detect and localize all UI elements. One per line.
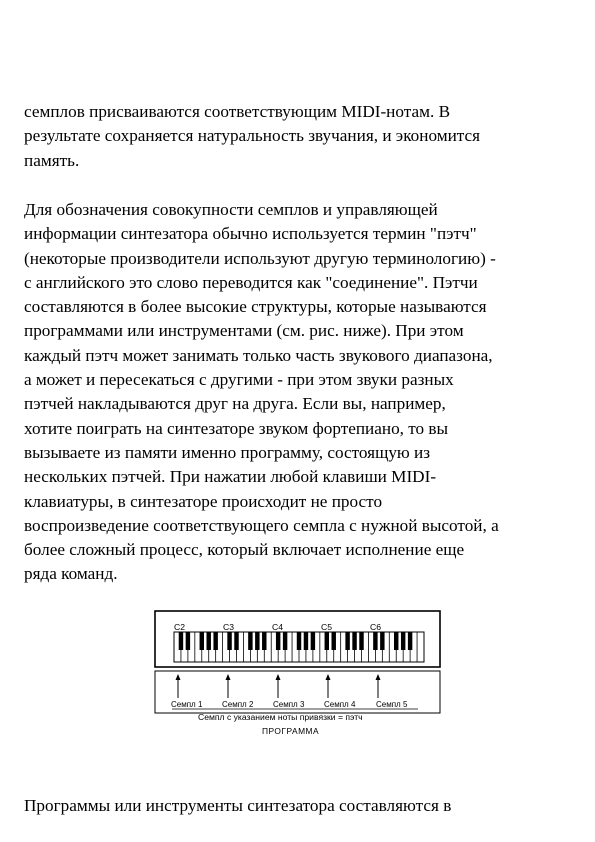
keyboard-figure	[150, 602, 445, 742]
text-line: с английского это слово переводится как "соединение". Пэтчи	[24, 272, 478, 292]
black-key	[234, 632, 238, 650]
paragraph-1	[24, 100, 574, 173]
black-key	[186, 632, 190, 650]
black-key	[248, 632, 252, 650]
black-key	[380, 632, 384, 650]
arrow-head	[226, 674, 231, 680]
black-key	[345, 632, 349, 650]
arrow-head	[276, 674, 281, 680]
text-line: память.	[24, 150, 80, 170]
text-line: информации синтезатора обычно используется термин "пэтч"	[24, 224, 477, 244]
sample-label-3: Семпл 3	[273, 700, 305, 709]
note-label-c6: C6	[370, 622, 381, 632]
paragraph-3	[24, 794, 574, 818]
text-line: Для обозначения совокупности семплов и управляющей	[24, 200, 438, 219]
note-label-c3: C3	[223, 622, 234, 632]
text-line: ряда команд.	[24, 564, 118, 584]
black-key	[394, 632, 398, 650]
text-line: нескольких пэтчей. При нажатии любой клавиши MIDI-	[24, 467, 437, 487]
black-key	[200, 632, 204, 650]
black-key	[332, 632, 336, 650]
arrow-head	[176, 674, 181, 680]
text-line: клавиатуры, в синтезаторе происходит не просто	[24, 491, 383, 511]
text-line: программами или инструментами (см. рис. ниже). При этом	[24, 321, 464, 341]
black-key	[276, 632, 280, 650]
note-label-c2: C2	[174, 622, 185, 632]
text-line: а может и пересекаться с другими - при этом звуки разных	[24, 370, 454, 390]
program-label: ПРОГРАММА	[262, 726, 320, 736]
text-line: воспроизведение соответствующего семпла с нужной высотой, а	[24, 515, 499, 535]
black-key	[408, 632, 412, 650]
sample-label-5: Семпл 5	[376, 700, 408, 709]
text-line: хотите поиграть на синтезаторе звуком фортепиано, то вы	[24, 418, 449, 438]
sample-label-4: Семпл 4	[324, 700, 356, 709]
black-key	[373, 632, 377, 650]
black-key	[297, 632, 301, 650]
black-key	[207, 632, 211, 650]
text-line: (некоторые производители используют другую терминологию) -	[24, 248, 496, 268]
sample-label-1: Семпл 1	[171, 700, 203, 709]
black-key	[325, 632, 329, 650]
note-label-c5: C5	[321, 622, 332, 632]
black-key	[213, 632, 217, 650]
text-line: каждый пэтч может занимать только часть звукового диапазона,	[24, 345, 493, 365]
black-key	[311, 632, 315, 650]
sample-label-2: Семпл 2	[222, 700, 254, 709]
black-key	[401, 632, 405, 650]
black-key	[352, 632, 356, 650]
text-line: пэтчей накладываются друг на друга. Если вы, например,	[24, 394, 446, 414]
text-line: результате сохраняется натуральность звучания, и экономится	[24, 126, 481, 146]
note-label-c4: C4	[272, 622, 283, 632]
black-key	[262, 632, 266, 650]
text-line: вызываете из памяти именно программу, состоящую из	[24, 442, 431, 462]
text-line: составляются в более высокие структуры, которые называются	[24, 297, 487, 317]
text-line: Программы или инструменты синтезатора составляются в	[24, 796, 452, 815]
black-key	[255, 632, 259, 650]
black-key	[179, 632, 183, 650]
black-key	[304, 632, 308, 650]
text-line: семплов присваиваются соответствующим MIDI-нотам. В	[24, 102, 451, 121]
paragraph-2	[24, 198, 574, 587]
black-key	[283, 632, 287, 650]
text-line: более сложный процесс, который включает исполнение еще	[24, 540, 465, 560]
figure-caption: Семпл с указанием ноты привязки = пэтч	[198, 712, 363, 722]
arrow-head	[376, 674, 381, 680]
black-key	[359, 632, 363, 650]
arrow-head	[326, 674, 331, 680]
black-key	[227, 632, 231, 650]
